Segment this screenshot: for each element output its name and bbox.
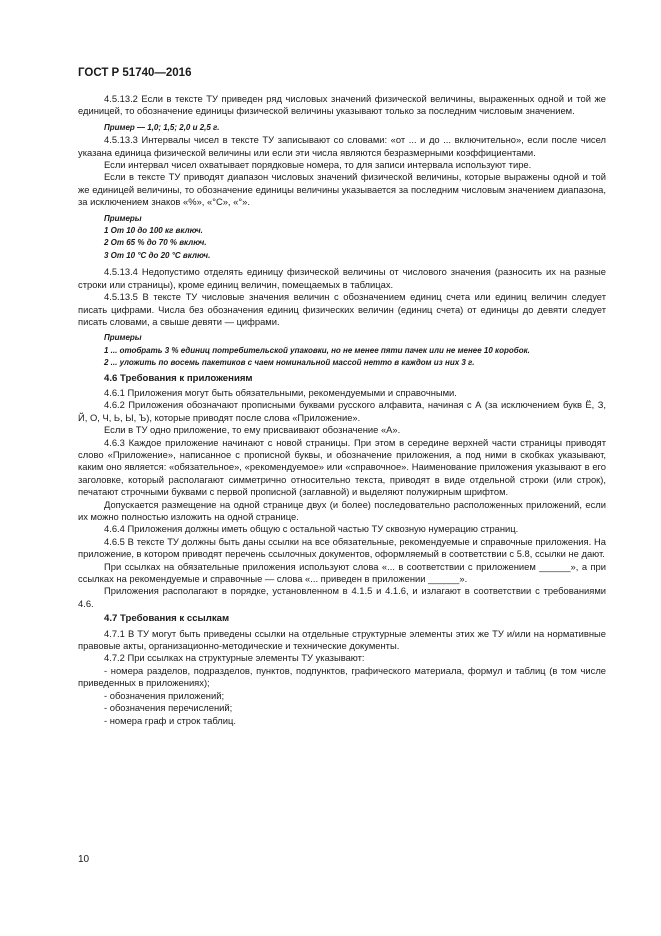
document-header: ГОСТ Р 51740—2016 [78, 67, 192, 79]
paragraph: 4.7.2 При ссылках на структурные элементы ТУ указывают: [104, 652, 365, 664]
document-body [78, 93, 606, 727]
paragraph: 4.6.4 Приложения должны иметь общую с остальной частью ТУ сквозную нумерацию страниц. [104, 523, 519, 535]
example-text: Пример — 1,0; 1,5; 2,0 и 2,5 г. [104, 122, 220, 132]
paragraph: - номера граф и строк таблиц. [104, 714, 236, 726]
page-number: 10 [78, 854, 90, 865]
paragraph: Приложения располагают в порядке, установленном в 4.1.5 и 4.1.6, и излагают в соответствии с требованиями 4.6. [78, 585, 606, 609]
paragraph: 4.5.13.4 Недопустимо отделять единицу физической величины от числового значения (разносить их на разные строки или страницы), кроме единиц величин, помещаемых в таблицах. [78, 266, 606, 290]
paragraph: Если в ТУ одно приложение, то ему присваивают обозначение «А». [104, 424, 401, 436]
paragraph: 4.6.2 Приложения обозначают прописными буквами русского алфавита, начиная с А (за исключением букв Ё, З, Й, О, Ч, Ь, Ы, Ъ), которые приводят после слова «Приложение». [78, 399, 606, 423]
paragraph: 4.5.13.3 Интервалы чисел в тексте ТУ записывают со словами: «от ... и до ... включительно», если после чисел указана единица физической величины или если эти числа являются безразмерными коэффициентами. [78, 134, 606, 158]
example-text: 2 ... уложить по восемь пакетиков с чаем номинальной массой нетто в каждом из них 3 г. [104, 358, 475, 368]
example-text: 2 От 65 % до 70 % включ. [104, 238, 207, 248]
paragraph: 4.5.13.5 В тексте ТУ числовые значения величин с обозначением единиц счета или единиц величин следует писать цифрами. Числа без обозначения единиц физических величин (единиц счета) от единицы до девяти следует писать словами, а свыше девяти — цифрами. [78, 291, 606, 327]
example-text: 1 ... отобрать 3 % единиц потребительской упаковки, но не менее пяти пачек или не менее 10 коробок. [104, 345, 530, 355]
paragraph: 4.6.1 Приложения могут быть обязательными, рекомендуемыми и справочными. [104, 386, 457, 398]
section-heading: 4.6 Требования к приложениям [104, 372, 253, 384]
example-text: 1 От 10 до 100 кг включ. [104, 226, 203, 236]
section-heading: 4.7 Требования к ссылкам [104, 613, 230, 625]
paragraph: - номера разделов, подразделов, пунктов, подпунктов, графического материала, формул и таблиц (в том числе приведенных в приложениях); [78, 664, 606, 689]
paragraph: При ссылках на обязательные приложения используют слова «... в соответствии с приложением ______», а при ссылках на рекомендуемые и справочные — слова «... приведен в приложении ______». [78, 560, 606, 585]
paragraph: - обозначения приложений; [104, 689, 225, 701]
paragraph: 4.6.3 Каждое приложение начинают с новой страницы. При этом в середине верхней части страницы приводят слово «Приложение», написанное с прописной буквы, и обозначение приложения, а под ними в скобках указывают, каким оно является: «обязательное», «рекомендуемое» или «справочное». Наименование приложения указывают в его заголовке, который располагают симметрично относительно текста, приводят в виде отдельной строки (или строк), печатают строчными буквами с первой прописной (заглавной) и выделяют полужирным шрифтом. [78, 436, 606, 498]
example-text: 3 От 10 °С до 20 °С включ. [104, 250, 211, 260]
paragraph: 4.6.5 В тексте ТУ должны быть даны ссылки на все обязательные, рекомендуемые и справочные приложения. На приложение, в котором приводят перечень ссылочных документов, оформляемый в соответствии с 5.8, ссылки не дают. [78, 535, 606, 560]
paragraph: Если в тексте ТУ приводят диапазон числовых значений физической величины, которые выражены одной и той же единицей величины, то обозначение единицы величины указывается за последним числовым значением диапазона, за исключением знаков «%», «°С», «°». [78, 171, 606, 208]
example-text: Примеры [104, 333, 142, 343]
paragraph: Допускается размещение на одной странице двух (и более) последовательно расположенных приложений, если их можно полностью изложить на одной странице. [78, 498, 606, 522]
paragraph: - обозначения перечислений; [104, 702, 233, 714]
example-text: Примеры [104, 213, 142, 223]
paragraph: Если интервал чисел охватывает порядковые номера, то для записи интервала используют тире. [104, 159, 532, 171]
paragraph: 4.5.13.2 Если в тексте ТУ приведен ряд числовых значений физической величины, выраженных одной и той же единицей, то обозначение единицы физической величины указывают только за последним числовым значением. [78, 93, 606, 117]
paragraph: 4.7.1 В ТУ могут быть приведены ссылки на отдельные структурные элементы этих же ТУ и/или на нормативные правовые акты, организационно-методические и технические документы. [78, 627, 606, 652]
